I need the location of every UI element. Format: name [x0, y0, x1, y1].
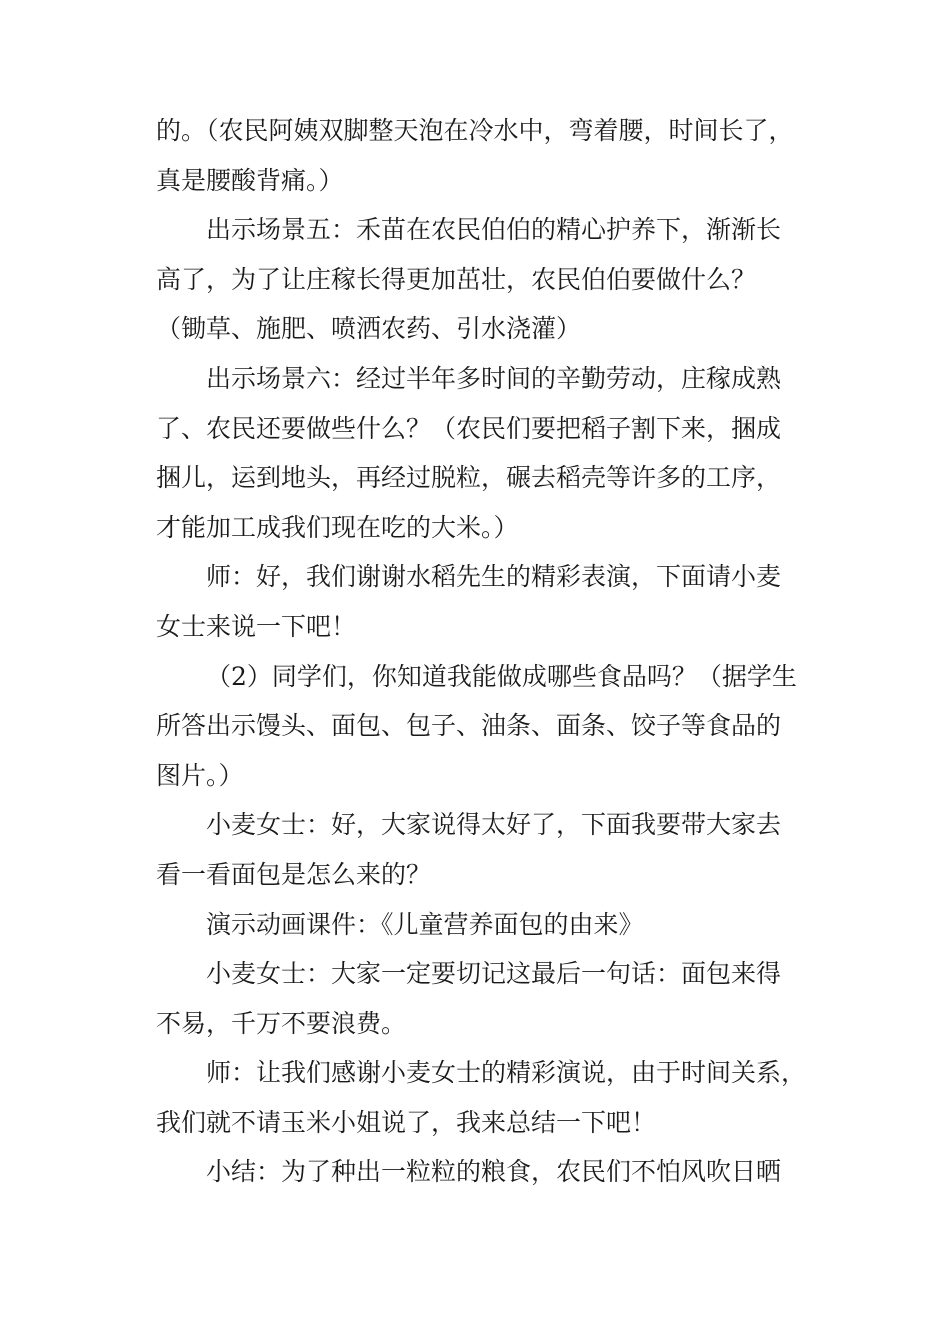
- text-line: 所答出示馒头、面包、包子、油条、面条、饺子等食品的: [156, 711, 782, 741]
- text-line: 出示场景五：禾苗在农民伯伯的精心护养下，渐渐长: [206, 215, 782, 245]
- text-line: 师：好，我们谢谢水稻先生的精彩表演，下面请小麦: [206, 562, 782, 592]
- text-line: （锄草、施肥、喷洒农药、引水浇灌）: [156, 314, 582, 344]
- text-line: 小麦女士：好，大家说得太好了，下面我要带大家去: [206, 810, 782, 840]
- text-line: 出示场景六：经过半年多时间的辛勤劳动，庄稼成熟: [206, 363, 782, 393]
- document-body: [156, 106, 816, 1197]
- text-line: 才能加工成我们现在吃的大米。）: [156, 512, 519, 542]
- text-line: （2）同学们，你知道我能做成哪些食品吗？（据学生: [206, 661, 797, 691]
- text-line: 高了，为了让庄稼长得更加茁壮，农民伯伯要做什么？: [156, 264, 757, 294]
- text-line: 看一看面包是怎么来的？: [156, 859, 432, 889]
- text-line: 小结：为了种出一粒粒的粮食，农民们不怕风吹日晒: [206, 1157, 782, 1187]
- text-line: 小麦女士：大家一定要切记这最后一句话：面包来得: [206, 959, 782, 989]
- text-line: 了、农民还要做些什么？（农民们要把稻子割下来，捆成: [156, 413, 782, 443]
- text-line: 演示动画课件：《儿童营养面包的由来》: [206, 909, 644, 939]
- text-line: 不易，千万不要浪费。: [156, 1008, 407, 1038]
- text-line: 我们就不请玉米小姐说了，我来总结一下吧！: [156, 1107, 657, 1137]
- text-line: 图片。）: [156, 760, 244, 790]
- text-line: 的。（农民阿姨双脚整天泡在冷水中，弯着腰，时间长了，: [156, 116, 794, 145]
- text-line: 捆儿，运到地头，再经过脱粒，碾去稻壳等许多的工序，: [156, 463, 782, 493]
- text-line: 女士来说一下吧！: [156, 611, 357, 641]
- text-line: 师：让我们感谢小麦女士的精彩演说，由于时间关系，: [206, 1058, 807, 1088]
- text-line: 真是腰酸背痛。）: [156, 165, 344, 195]
